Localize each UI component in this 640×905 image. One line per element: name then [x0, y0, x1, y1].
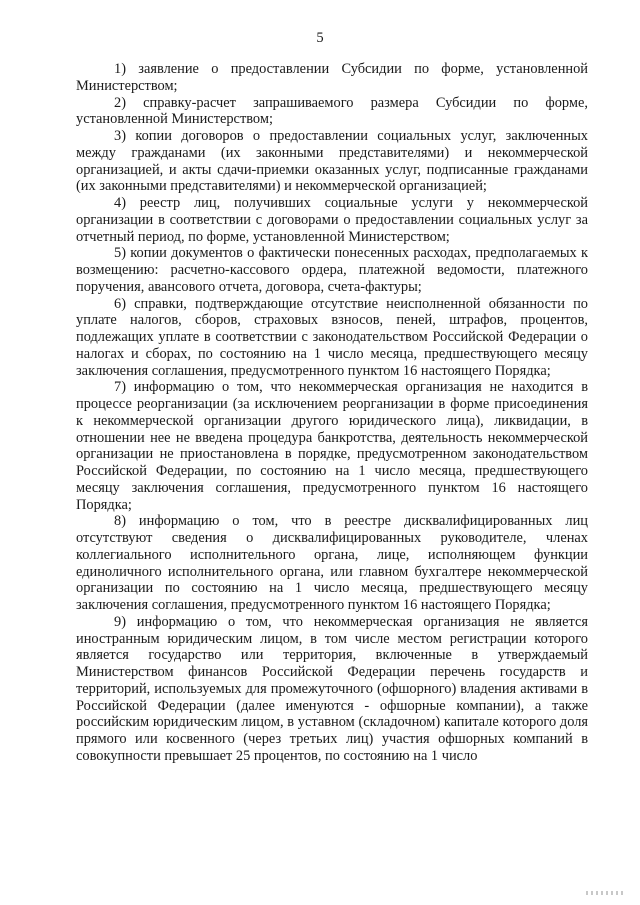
document-body [76, 61, 588, 765]
list-item-3: 3) копии договоров о предоставлении социальных услуг, заключенных между гражданами (их законными представителями) и некоммерческой организацией, и акты сдачи-приемки оказанных услуг, подписанные гражданами (их законными представителями) и некоммерческой организацией; [76, 128, 588, 195]
list-item-7: 7) информацию о том, что некоммерческая организация не находится в процессе реорганизации (за исключением реорганизации в форме присоединения к некоммерческой организации другого юридического лица), ликвидации, в отношении нее не введена процедура банкротства, деятельность некоммерческой организации не приостановлена в порядке, предусмотренном законодательством Российской Федерации, по состоянию на 1 число месяца, предшествующего месяцу заключения соглашения, предусмотренного пунктом 16 настоящего Порядка; [76, 379, 588, 513]
list-item-9: 9) информацию о том, что некоммерческая организация не является иностранным юридическим лицом, в том числе местом регистрации которого является государство или территория, включенные в утверждаемый Министерством финансов Российской Федерации перечень государств и территорий, используемых для промежуточного (офшорного) владения активами в Российской Федерации (далее именуются - офшорные компании), а также российским юридическим лицом, в уставном (складочном) капитале которого доля прямого или косвенного (через третьих лиц) участия офшорных компаний в совокупности превышает 25 процентов, по состоянию на 1 число [76, 613, 588, 764]
list-item-2: 2) справку-расчет запрашиваемого размера Субсидии по форме, установленной Министерством; [76, 94, 588, 128]
list-item-5: 5) копии документов о фактически понесенных расходах, предполагаемых к возмещению: расчетно-кассового ордера, платежной ведомости, платежного поручения, авансового отчета, договора, счета-фактуры; [76, 245, 588, 295]
list-item-8: 8) информацию о том, что в реестре дисквалифицированных лиц отсутствуют сведения о дисквалифицированных руководителе, членах коллегиального исполнительного органа, лице, исполняющем функции единоличного исполнительного органа, или главном бухгалтере некоммерческой организации по состоянию на 1 число месяца, предшествующего месяцу заключения соглашения, предусмотренного пунктом 16 настоящего Порядка; [76, 513, 588, 613]
list-item-6: 6) справки, подтверждающие отсутствие неисполненной обязанности по уплате налогов, сборов, страховых взносов, пеней, штрафов, процентов, подлежащих уплате в соответствии с законодательством Российской Федерации о налогах и сборах, по состоянию на 1 число месяца, предшествующего месяцу заключения соглашения, предусмотренного пунктом 16 настоящего Порядка; [76, 295, 588, 379]
list-item-4: 4) реестр лиц, получивших социальные услуги у некоммерческой организации в соответствии с договорами о предоставлении социальных услуг за отчетный период, по форме, установленной Министерством; [76, 195, 588, 245]
scan-artifact [586, 891, 626, 895]
page-number: 5 [316, 30, 324, 46]
list-item-1: 1) заявление о предоставлении Субсидии по форме, установленной Министерством; [76, 61, 588, 94]
